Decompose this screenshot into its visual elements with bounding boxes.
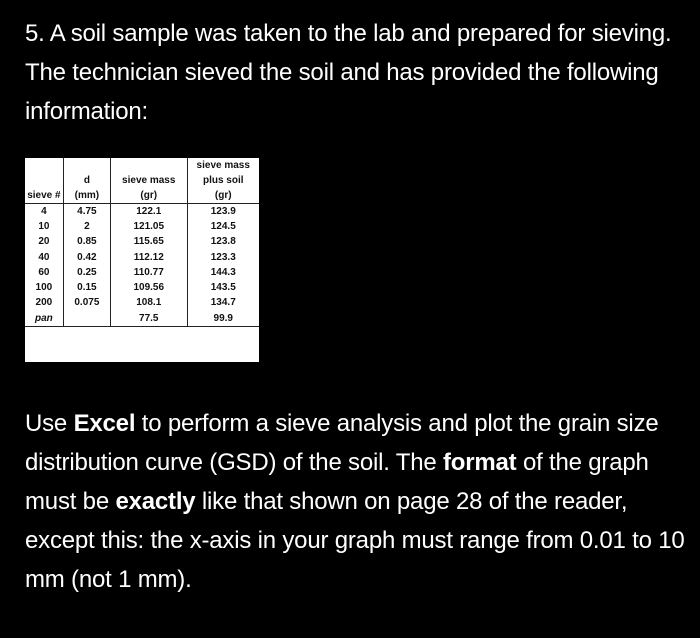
- cell-d: 4.75: [63, 204, 110, 220]
- header-d-line2: (mm): [63, 188, 110, 204]
- cell-d: 2: [63, 219, 110, 234]
- header-plus-soil-line3: (gr): [187, 188, 259, 204]
- cell-sieve: 10: [25, 219, 63, 234]
- header-sieve-mass-line1: sieve mass: [111, 173, 188, 188]
- header-sieve-mass-line2: (gr): [111, 188, 188, 204]
- cell-sieve-mass: 77.5: [111, 311, 188, 327]
- cell-sieve-mass: 112.12: [111, 250, 188, 265]
- cell-d: 0.42: [63, 250, 110, 265]
- cell-d: 0.15: [63, 280, 110, 295]
- instructions-bold: format: [443, 449, 517, 476]
- cell-sieve-mass: 122.1: [111, 204, 188, 220]
- table-row: [25, 280, 259, 295]
- header-sieve: sieve #: [25, 188, 63, 204]
- cell-sieve: pan: [25, 311, 63, 327]
- table-row: [25, 250, 259, 265]
- instructions-bold: Excel: [73, 410, 136, 437]
- cell-sieve: 200: [25, 296, 63, 311]
- cell-sieve-mass-plus-soil: 124.5: [210, 220, 236, 232]
- cell-sieve-mass: 110.77: [111, 265, 188, 280]
- instructions-part: like that shown on page 28 of the reader, except this: the x-axis in your graph must range from 0.01 to 10 mm (not 1 mm).: [25, 488, 685, 593]
- cell-sieve-mass: 115.65: [111, 235, 188, 250]
- cell-sieve: 60: [25, 265, 63, 280]
- instructions-text: [25, 404, 685, 599]
- instructions-bold: exactly: [115, 488, 196, 515]
- header-plus-soil-line2: plus soil: [202, 175, 244, 186]
- instructions-part: of the graph must be: [25, 449, 649, 515]
- cell-sieve-mass-plus-soil: 123.9: [210, 205, 236, 217]
- table-row: [25, 296, 259, 311]
- cell-sieve-mass-plus-soil: 144.3: [210, 266, 236, 278]
- table-row: [25, 235, 259, 250]
- table-row: [25, 265, 259, 280]
- cell-sieve-mass-plus-soil: 99.9: [187, 311, 259, 327]
- table-row: [25, 219, 259, 234]
- cell-sieve-mass-plus-soil: 123.8: [210, 236, 236, 248]
- cell-sieve-mass-plus-soil: 123.3: [210, 251, 236, 263]
- cell-sieve-mass-plus-soil: 143.5: [210, 282, 236, 294]
- cell-d: [63, 311, 110, 327]
- cell-sieve-mass: 109.56: [111, 280, 188, 295]
- cell-sieve: 20: [25, 235, 63, 250]
- header-plus-soil-line1: sieve mass: [196, 160, 250, 171]
- cell-sieve: 40: [25, 250, 63, 265]
- cell-sieve-mass: 108.1: [111, 296, 188, 311]
- question-text: 5. A soil sample was taken to the lab and prepared for sieving. The technician sieved the soil and has provided the following information:: [25, 20, 672, 125]
- table-row: [25, 311, 259, 327]
- instructions-part: Use: [25, 410, 74, 437]
- cell-sieve: 4: [25, 204, 63, 220]
- cell-sieve-mass-plus-soil: 134.7: [210, 297, 236, 309]
- header-d-line1: d: [63, 173, 110, 188]
- cell-d: 0.25: [63, 265, 110, 280]
- cell-sieve: 100: [25, 280, 63, 295]
- sieve-data-table: [25, 158, 259, 362]
- cell-sieve-mass: 121.05: [111, 219, 188, 234]
- table-row: [25, 204, 259, 220]
- cell-d: 0.85: [63, 235, 110, 250]
- instructions-part: to perform a sieve analysis and plot the grain size distribution curve (GSD) of the soil. The: [25, 410, 659, 476]
- cell-d: 0.075: [63, 296, 110, 311]
